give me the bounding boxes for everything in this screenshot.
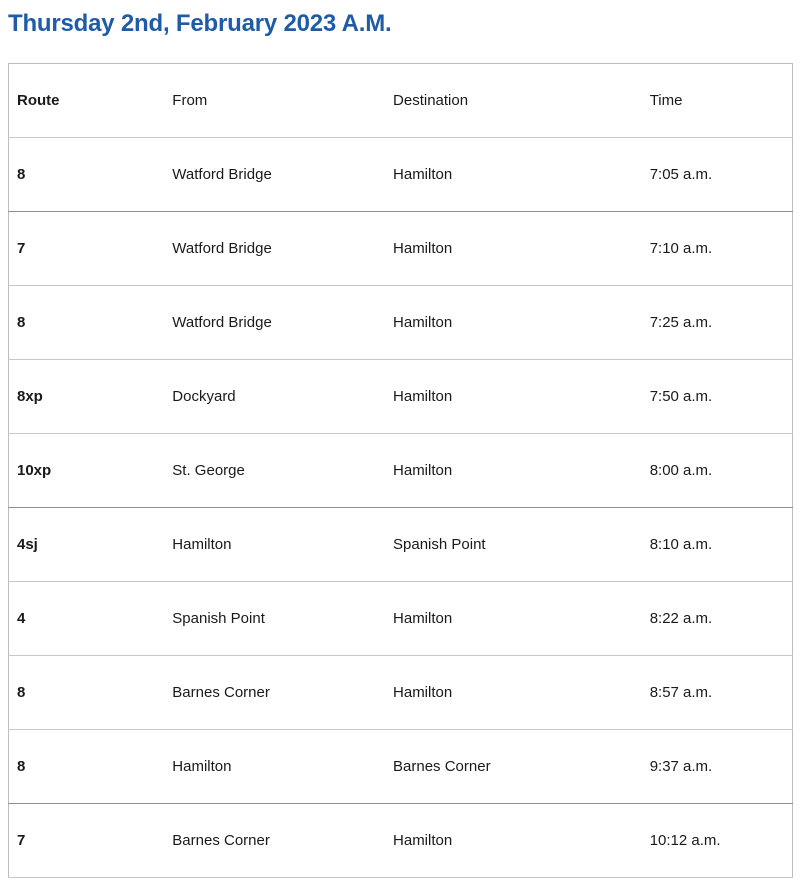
cell-destination: Hamilton: [385, 582, 642, 656]
cell-destination: Hamilton: [385, 138, 642, 212]
cell-time: 8:00 a.m.: [642, 434, 793, 508]
cell-route: 4sj: [9, 508, 165, 582]
cell-from: Watford Bridge: [164, 138, 385, 212]
cell-destination: Hamilton: [385, 212, 642, 286]
table-row: [9, 582, 793, 656]
table-row: [9, 804, 793, 878]
table-row: [9, 286, 793, 360]
cell-route: 8: [9, 286, 165, 360]
table-row: [9, 360, 793, 434]
cell-destination: Hamilton: [385, 286, 642, 360]
cell-time: 8:22 a.m.: [642, 582, 793, 656]
cell-route: 10xp: [9, 434, 165, 508]
cell-from: Hamilton: [164, 730, 385, 804]
cell-time: 9:37 a.m.: [642, 730, 793, 804]
header-route: Route: [9, 64, 165, 138]
cell-destination: Hamilton: [385, 434, 642, 508]
cell-destination: Barnes Corner: [385, 730, 642, 804]
table-row: [9, 138, 793, 212]
page-title: Thursday 2nd, February 2023 A.M.: [8, 10, 392, 37]
cell-destination: Spanish Point: [385, 508, 642, 582]
cell-from: Spanish Point: [164, 582, 385, 656]
cell-time: 8:57 a.m.: [642, 656, 793, 730]
cell-route: 8: [9, 656, 165, 730]
table-row: [9, 730, 793, 804]
cell-route: 7: [9, 804, 165, 878]
cell-route: 8: [9, 730, 165, 804]
cell-route: 8: [9, 138, 165, 212]
cell-time: 8:10 a.m.: [642, 508, 793, 582]
header-destination: Destination: [385, 64, 642, 138]
cell-from: Barnes Corner: [164, 656, 385, 730]
cell-time: 7:50 a.m.: [642, 360, 793, 434]
table-row: [9, 434, 793, 508]
table-row: [9, 656, 793, 730]
cell-from: Dockyard: [164, 360, 385, 434]
table-row: [9, 508, 793, 582]
cell-from: Watford Bridge: [164, 212, 385, 286]
cell-destination: Hamilton: [385, 360, 642, 434]
cell-from: Barnes Corner: [164, 804, 385, 878]
cell-time: 10:12 a.m.: [642, 804, 793, 878]
cell-destination: Hamilton: [385, 804, 642, 878]
cell-from: Watford Bridge: [164, 286, 385, 360]
cell-from: Hamilton: [164, 508, 385, 582]
cell-route: 8xp: [9, 360, 165, 434]
cell-time: 7:05 a.m.: [642, 138, 793, 212]
cell-route: 7: [9, 212, 165, 286]
cell-route: 4: [9, 582, 165, 656]
bus-schedule-table: [8, 63, 793, 878]
cell-destination: Hamilton: [385, 656, 642, 730]
cell-time: 7:25 a.m.: [642, 286, 793, 360]
cell-from: St. George: [164, 434, 385, 508]
header-time: Time: [642, 64, 793, 138]
table-row: [9, 212, 793, 286]
table-header-row: [9, 64, 793, 138]
cell-time: 7:10 a.m.: [642, 212, 793, 286]
header-from: From: [164, 64, 385, 138]
